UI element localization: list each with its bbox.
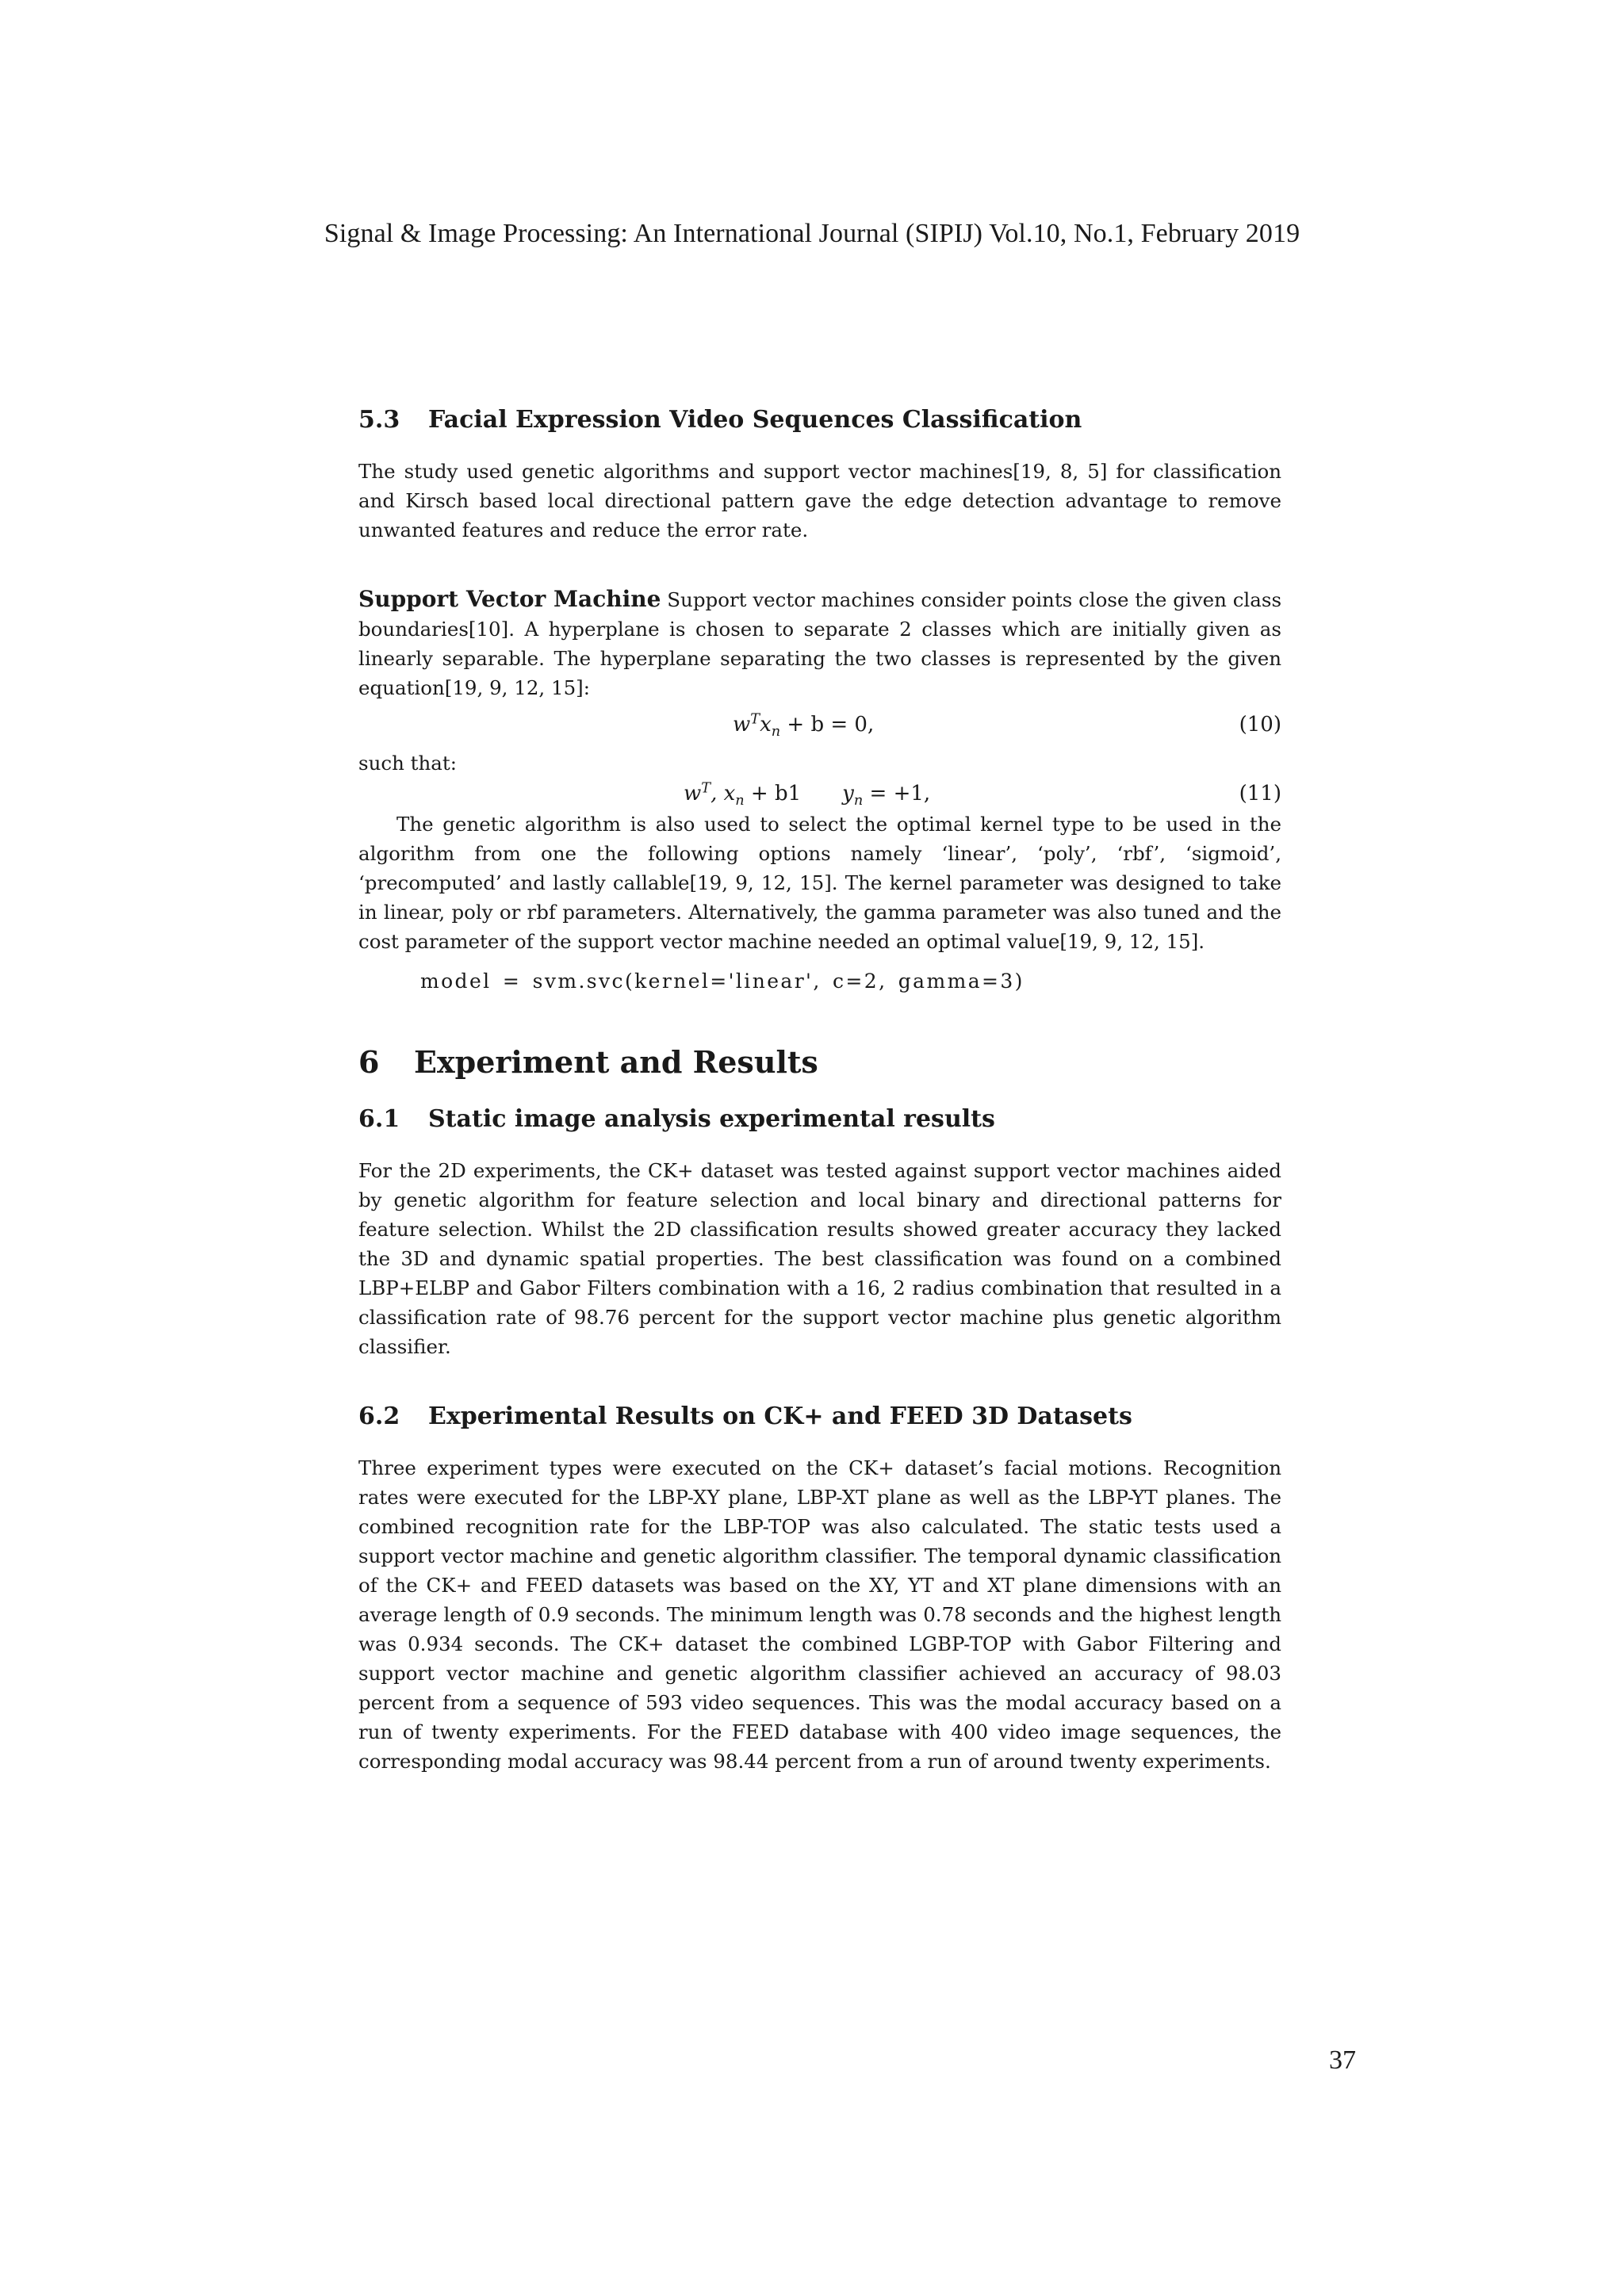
equation-10-body: $w^Tx_n + b = 0$, <box>733 711 875 740</box>
section-title: Experiment and Results <box>414 1044 818 1080</box>
section-number: 6.1 <box>358 1105 400 1133</box>
paragraph-6-1: For the 2D experiments, the CK+ dataset was tested against support vector machines aided by genetic algorithm for feature selection and local binary and directional patterns for feature selection. Whilst the 2D classification results showed greater accuracy they lacked the 3D and dynamic spatial properties. The best classification was found on a combined LBP+ELBP and Gabor Filters combination with a 16, 2 radius combination that resulted in a classification rate of 98.76 percent for the support vector machine plus genetic algorithm classifier. <box>358 1159 1281 1358</box>
equation-11-body: $w^T$, $x_n + b1$ $y_n = +1$, <box>684 780 931 809</box>
paragraph-5-3: The study used genetic algorithms and support vector machines[19, 8, 5] for classification and Kirsch based local directional pattern gave the edge detection advantage to remove unwanted features and reduce the error rate. <box>358 460 1281 541</box>
paragraph-6-2: Three experiment types were executed on the CK+ dataset’s facial motions. Recognition rates were executed for the LBP-XY plane, LBP-XT plane as well as the LBP-YT planes. The combined recognition rate for the LBP-TOP was also calculated. The static tests used a support vector machine and genetic algorithm classifier. The temporal dynamic classification of the CK+ and FEED datasets was based on the XY, YT and XT plane dimensions with an average length of 0.9 seconds. The minimum length was 0.78 seconds and the highest length was 0.934 seconds. The CK+ dataset the combined LGBP-TOP with Gabor Filtering and support vector machine and genetic algorithm classifier achieved an accuracy of 98.03 percent from a sequence of 593 video sequences. This was the modal accuracy based on a run of twenty experiments. For the FEED database with 400 video image sequences, the corresponding modal accuracy was 98.44 percent from a run of around twenty experiments. <box>358 1456 1281 1773</box>
section-number: 6 <box>358 1044 380 1080</box>
page-body <box>358 404 1281 1776</box>
section-title: Facial Expression Video Sequences Classification <box>428 406 1082 434</box>
svm-paragraph <box>358 584 1281 702</box>
page-number: 37 <box>1329 2045 1356 2075</box>
section-heading-5-3 <box>358 404 1281 436</box>
code-listing: model = svm.svc(kernel='linear', c=2, gamma=3) <box>420 970 1025 993</box>
equation-11-number: (11) <box>1239 782 1281 806</box>
section-heading-6-2 <box>358 1401 1281 1433</box>
section-number: 6.2 <box>358 1402 400 1430</box>
equation-10-number: (10) <box>1239 713 1281 737</box>
svm-runin-title: Support Vector Machine <box>358 586 661 612</box>
running-header: Signal & Image Processing: An International Journal (SIPIJ) Vol.10, No.1, February 2019 <box>324 219 1300 248</box>
equation-11 <box>358 778 1281 809</box>
kernel-paragraph: The genetic algorithm is also used to select the optimal kernel type to be used in the algorithm from one the following options namely ‘linear’, ‘poly’, ‘rbf’, ‘sigmoid’, ‘precomputed’ and lastly callable[19, 9, 12, 15]. The kernel parameter was designed to take in linear, poly or rbf parameters. Alternatively, the gamma parameter was also tuned and the cost parameter of the support vector machine needed an optimal value[19, 9, 12, 15]. <box>358 813 1281 953</box>
such-that-text: such that: <box>358 752 457 775</box>
equation-10 <box>358 709 1281 740</box>
section-title: Experimental Results on CK+ and FEED 3D Datasets <box>428 1402 1132 1430</box>
section-title: Static image analysis experimental results <box>428 1105 995 1133</box>
svm-paragraph-text: Support vector machines consider points close the given class boundaries[10]. A hyperplane is chosen to separate 2 classes which are initially given as linearly separable. The hyperplane separating the two classes is represented by the given equation[19, 9, 12, 15]: <box>358 588 1282 699</box>
section-heading-6 <box>358 1043 1281 1081</box>
section-heading-6-1 <box>358 1104 1281 1135</box>
section-number: 5.3 <box>358 406 400 434</box>
